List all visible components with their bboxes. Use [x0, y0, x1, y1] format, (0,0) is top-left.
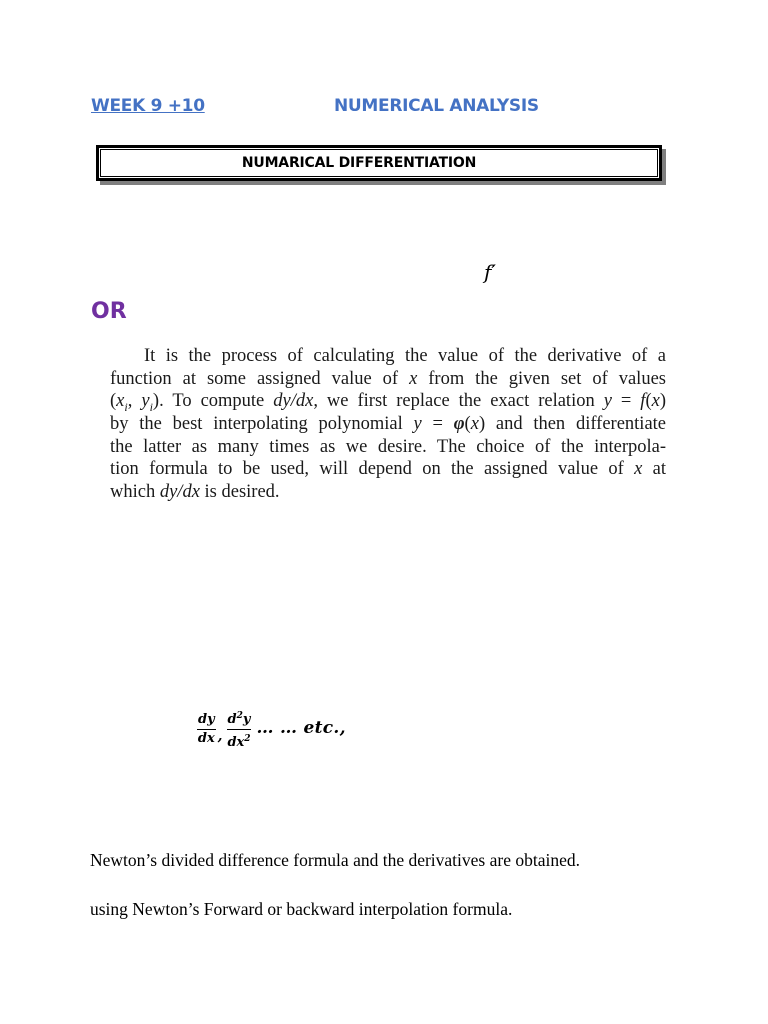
paragraph-line-2: function at some assigned value of x from the given set of values — [110, 368, 666, 389]
paragraph-line-1: It is the process of calculating the value of the derivative of a — [144, 346, 666, 366]
paragraph-line-3: ($x_i$, $y_i$). To compute dy/dx, we first replace the exact relation y = f(x) — [110, 391, 666, 415]
section-title-box — [96, 145, 662, 181]
derivative-etc: … … etc., — [256, 717, 346, 738]
paragraph-line-5: the latter as many times as we desire. The choice of the interpola- — [110, 436, 666, 457]
first-derivative-fraction — [197, 712, 216, 747]
paragraph-line-6: tion formula to be used, will depend on the assigned value of x at — [110, 459, 667, 480]
section-title: NUMARICAL DIFFERENTIATION — [241, 155, 477, 171]
paragraph-line-7: which dy/dx is desired. — [110, 482, 280, 503]
body-text-line-2: using Newton’s Forward or backward interpolation formula. — [90, 899, 513, 919]
second-derivative-fraction — [227, 708, 252, 751]
derivative-symbol: f′ — [484, 260, 496, 284]
paragraph-line-4: by the best interpolating polynomial y = φ(x) and then differentiate — [110, 414, 666, 435]
or-label: OR — [91, 299, 127, 324]
derivative-separator: , — [217, 727, 223, 744]
second-derivative-denominator: $dx^2$ — [227, 734, 251, 750]
first-derivative-numerator: dy — [197, 712, 216, 730]
first-derivative-denominator: dx — [197, 731, 215, 746]
definition-paragraph — [110, 345, 666, 504]
body-text-line-1: Newton’s divided difference formula and the derivatives are obtained. — [90, 850, 580, 870]
course-heading: NUMERICAL ANALYSIS — [334, 96, 539, 116]
derivative-expression — [196, 708, 346, 751]
week-heading: WEEK 9 +10 — [91, 96, 205, 116]
second-derivative-numerator: $d^2y$ — [227, 708, 252, 730]
